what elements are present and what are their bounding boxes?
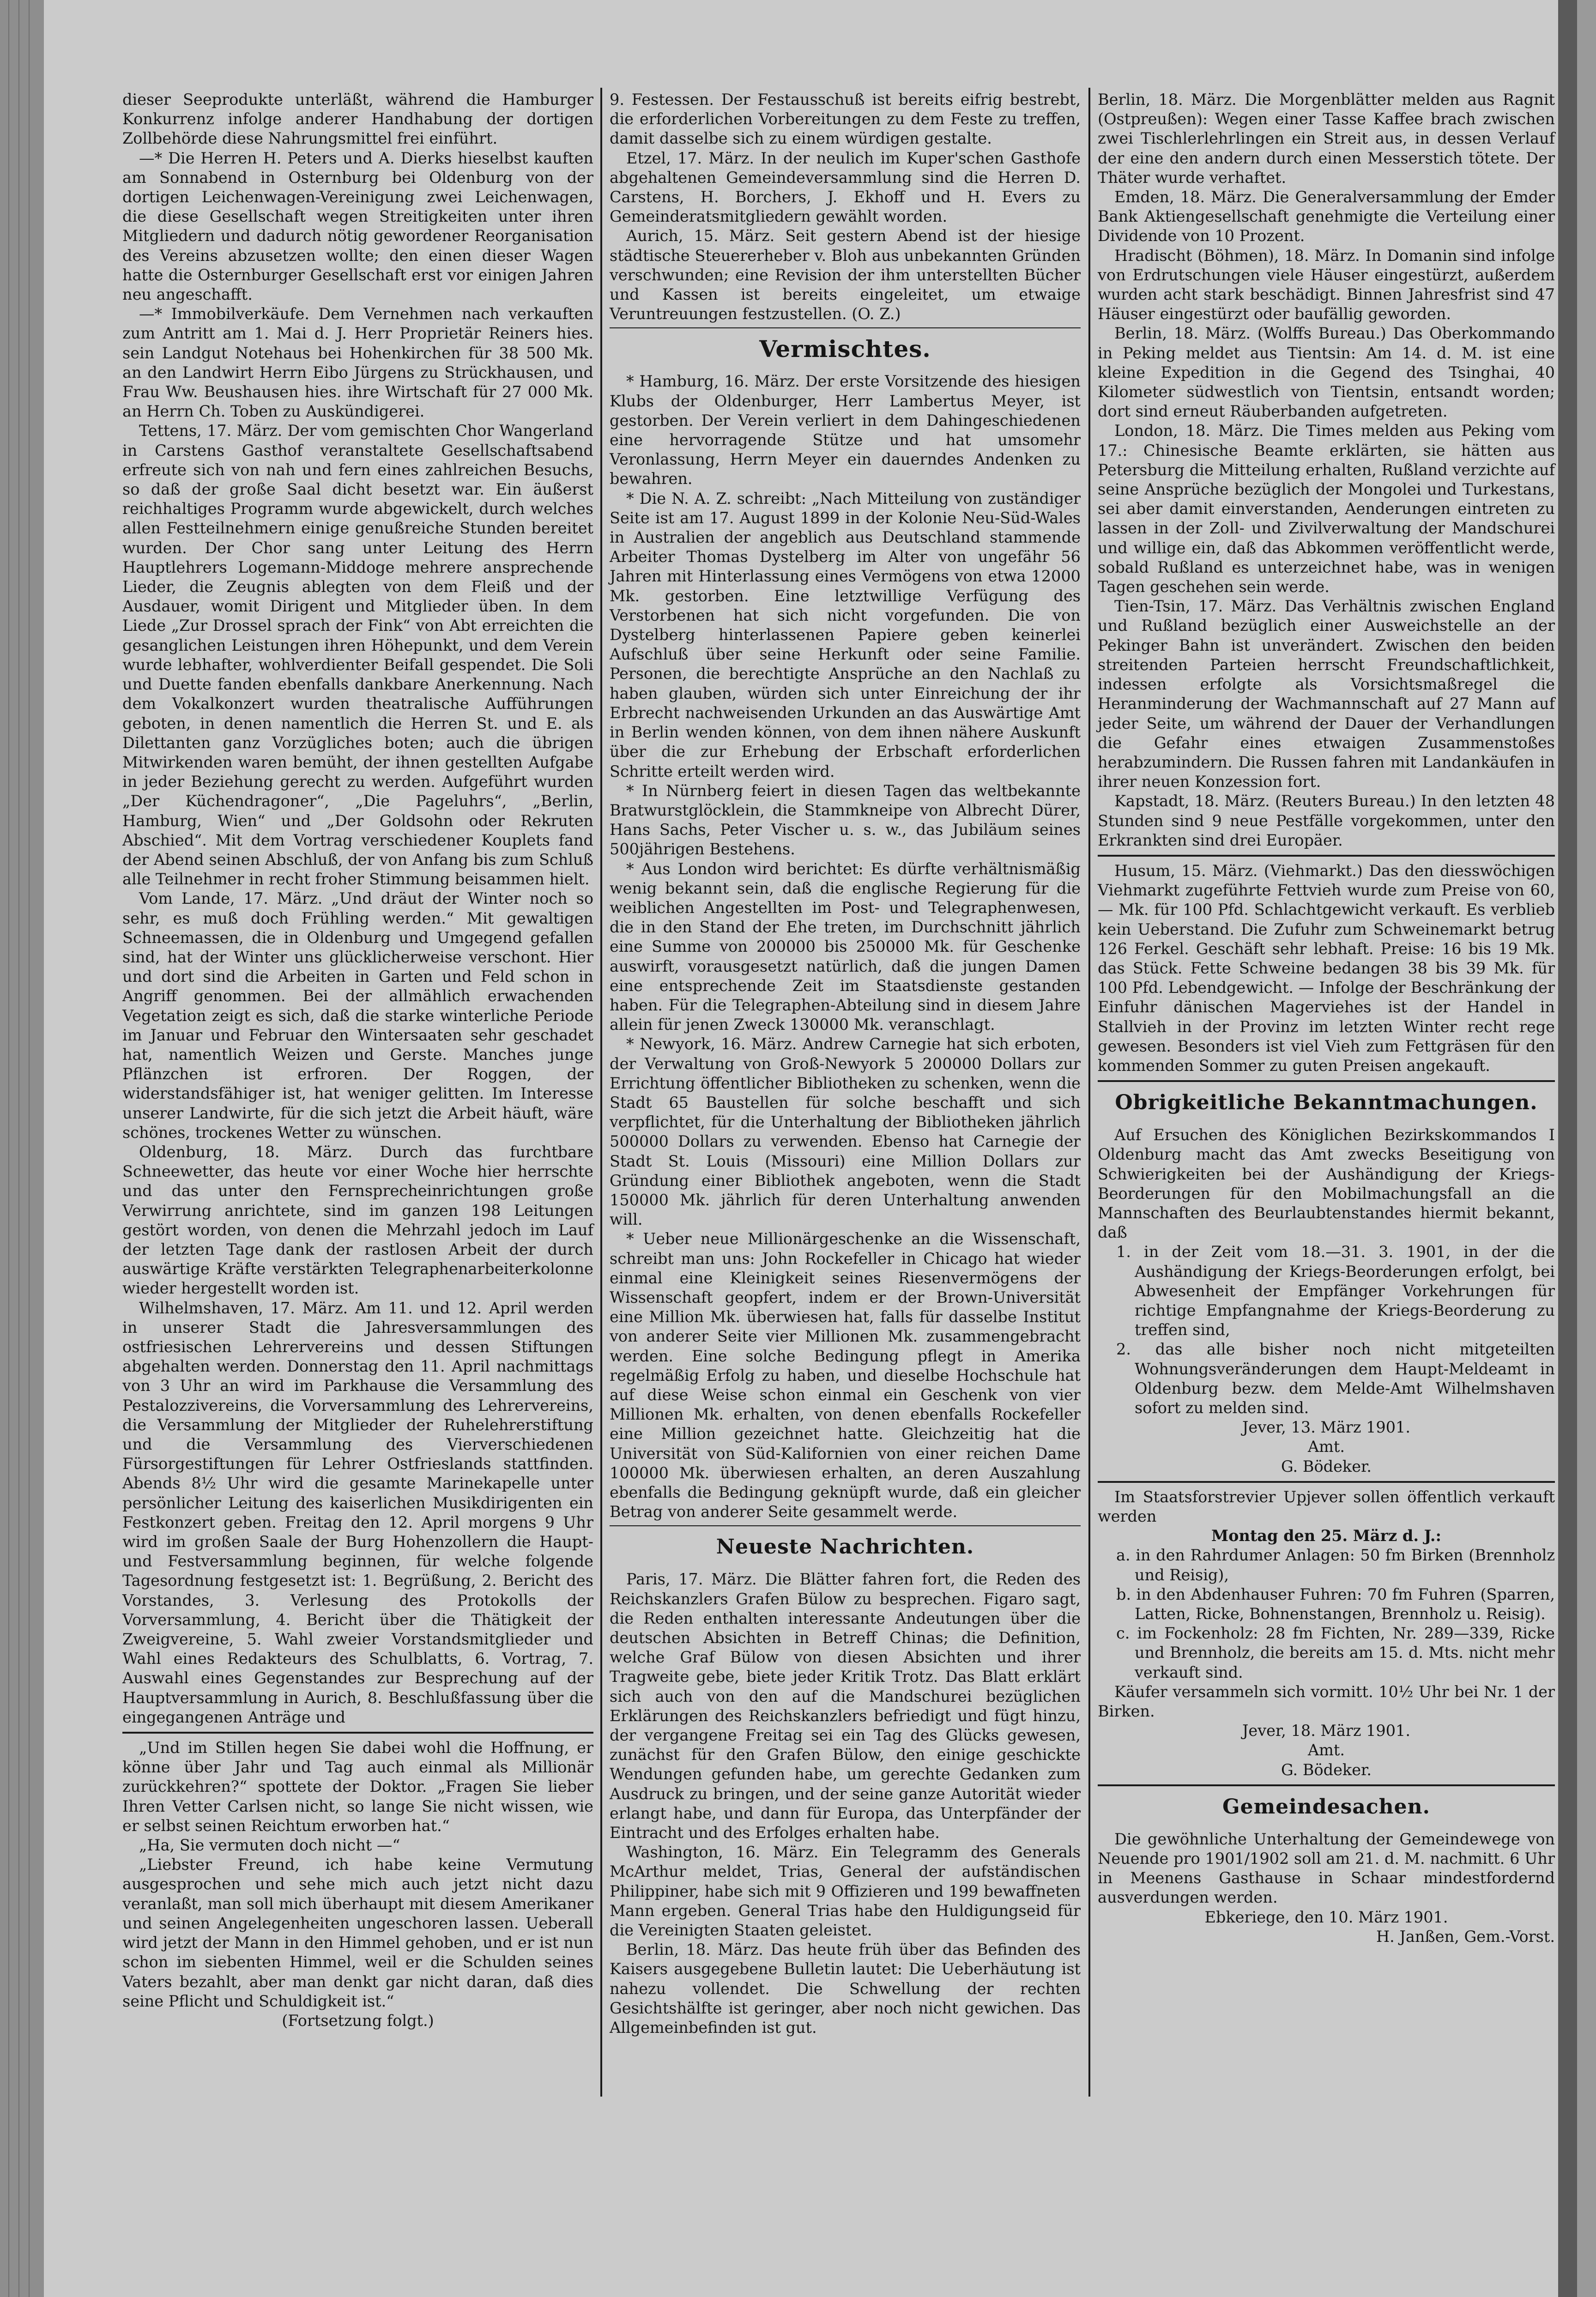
section-divider — [1098, 1080, 1555, 1082]
article: * Hamburg, 16. März. Der erste Vorsitzende des hiesigen Klubs der Oldenburger, Herr Lambertus Meyer, ist gestorben. Der Verein verliert in dem Dahingeschiedenen eine hervorragende Stütze und hat umsomehr Veronlassung, Herrn Meyer ein dauerndes Andenken zu bewahren. — [610, 372, 1081, 488]
market-report: Husum, 15. März. (Viehmarkt.) Das den diesswöchigen Viehmarkt zugeführte Fettvieh wurde zum Preise von 60,— Mk. für 100 Pfd. Schlachtgewicht verkauft. Es verblieb kein Ueberstand. Die Zufuhr zum Schweinemarkt betrug 126 Ferkel. Geschäft sehr lebhaft. Preise: 16 bis 19 Mk. das Stück. Fette Schweine bedangen 38 bis 39 Mk. für 100 Pfd. Lebendgewicht. — Infolge der Beschränkung der Einfuhr dänischen Magerviehes ist der Handel in Stallvieh in der Provinz im letzten Winter recht rege gewesen. Besonders ist viel Vieh zum Fettgräsen für den kommenden Sommer zu guten Preisen angekauft. — [1098, 861, 1555, 1075]
article: Etzel, 17. März. In der neulich im Kuper'schen Gasthofe abgehaltenen Gemeindeversammlung sind die Herren D. Carstens, H. Borchers, J. Ekhoff und H. Evers zu Gemeinderatsmitgliedern gewählt worden. — [610, 149, 1081, 226]
notice-date: Montag den 25. März d. J.: — [1211, 1527, 1441, 1545]
notice-text: Die gewöhnliche Unterhaltung der Gemeindewege von Neuende pro 1901/1902 soll am 21. d. M. nachmitt. 6 Uhr in Meenens Gasthause in Schaar mindestfordernd ausverdungen werden. — [1098, 1830, 1555, 1907]
column-3 — [1098, 90, 1555, 1946]
article: —* Immobilverkäufe. Dem Vernehmen nach verkauften zum Antritt am 1. Mai d. J. Herr Proprietär Reiners hies. sein Landgut Notehaus bei Hohenkirchen für 38 500 Mk. an den Landwirt Herrn Eibo Jürgens zu Strückhausen, und Frau Ww. Beushausen hies. ihre Wirtschaft für 27 000 Mk. an Herrn Ch. Toben zu Auskündigerei. — [122, 305, 593, 421]
notice-text: Im Staatsforstrevier Upjever sollen öffentlich verkauft werden — [1098, 1487, 1555, 1526]
notice-office: Amt. — [1307, 1438, 1345, 1456]
article: Berlin, 18. März. Das heute früh über das Befinden des Kaisers ausgegebene Bulletin lautet: Die Ueberhäutung ist nahezu vollendet. Die Schwellung der rechten Gesichtshälfte ist geringer, aber noch nicht gewichen. Das Allgemeinbefinden ist gut. — [610, 1940, 1081, 2037]
notice-signature: H. Janßen, Gem.-Vorst. — [1376, 1927, 1555, 1946]
article: Washington, 16. März. Ein Telegramm des Generals McArthur meldet, Trias, General der aufständischen Philippiner, habe sich mit 9 Offizieren und 199 bewaffneten Mann ergeben. General Trias habe den Huldigungseid für die Vereinigten Staaten geleistet. — [610, 1843, 1081, 1940]
column-rule — [600, 88, 602, 2097]
article: Tien-Tsin, 17. März. Das Verhältnis zwischen England und Rußland bezüglich einer Ausweichstelle an der Pekinger Bahn ist unverändert. Zwischen den beiden streitenden Parteien herrscht Freundschaftlichkeit, indessen erfolgte als Vorsichtsmaßregel die Heranminderung der Wachmannschaft auf 27 Mann auf jeder Seite, um während der Dauer der Verhandlungen die Gefahr eines etwaigen Zusammenstoßes herabzumindern. Die Russen fahren mit Landankäufen in ihrer neuen Konzession fort. — [1098, 597, 1555, 791]
notice-signature: G. Bödeker. — [1281, 1760, 1372, 1779]
section-divider — [1098, 1481, 1555, 1483]
article: Berlin, 18. März. (Wolffs Bureau.) Das Oberkommando in Peking meldet aus Tientsin: Am 14. d. M. ist eine kleine Expedition in die Gegend des Tsinghai, 40 Kilometer südwestlich von Tientsin, entsandt worden; dort sind erneut Räuberbanden aufgetreten. — [1098, 324, 1555, 421]
section-divider — [1098, 1784, 1555, 1786]
article: Kapstadt, 18. März. (Reuters Bureau.) In den letzten 48 Stunden sind 9 neue Pestfälle vorgekommen, unter den Erkrankten sind drei Europäer. — [1098, 792, 1555, 849]
article: Vom Lande, 17. März. „Und dräut der Winter noch so sehr, es muß doch Frühling werden.“ Mit gewaltigen Schneemassen, die in Oldenburg und Umgegend gefallen sind, hat der Winter uns glücklicherweise verschont. Hier und dort sind die Arbeiten in Garten und Feld schon in Angriff genommen. Bei der allmählich erwachenden Vegetation zeigt es sich, daß die starke winterliche Periode im Januar und Februar den Wintersaaten sehr geschadet hat, namentlich Weizen und Gerste. Manches junge Pflänzchen ist erfroren. Der Roggen, der widerstandsfähiger ist, hat weniger gelitten. Im Interesse unserer Landwirte, für die sich jetzt die Arbeit häuft, wäre schönes, trockenes Wetter zu wünschen. — [122, 889, 593, 1142]
article: —* Die Herren H. Peters und A. Dierks hieselbst kauften am Sonnabend in Osternburg bei Oldenburg von der dortigen Leichenwagen-Vereinigung zwei Leichenwagen, die diese Gesellschaft wegen Streitigkeiten unter ihren Mitgliedern und dadurch nötig gewordener Reorganisation des Vereins abzusetzen wollte; den einen dieser Wagen hatte die Osternburger Gesellschaft erst vor einigen Jahren neu angeschafft. — [122, 149, 593, 304]
article: dieser Seeprodukte unterläßt, während die Hamburger Konkurrenz infolge anderer Handhabung der dortigen Zollbehörde diese Nahrungsmittel frei einführt. — [122, 91, 593, 148]
article: Oldenburg, 18. März. Durch das furchtbare Schneewetter, das heute vor einer Woche hier herrschte und das unter den Fernsprecheinrichtungen große Verwirrung anrichtete, sind im ganzen 198 Leitungen gestört worden, von denen die Mehrzahl jedoch im Lauf der letzten Tage dank der rastlosen Arbeit der durch auswärtige Kräfte verstärkten Telegraphenarbeiterkolonne wieder hergestellt worden ist. — [122, 1142, 593, 1298]
article: * Aus London wird berichtet: Es dürfte verhältnismäßig wenig bekannt sein, daß die englische Regierung für die weiblichen Angestellten im Post- und Telegraphenwesen, die in den Stand der Ehe treten, im Durchschnitt jährlich eine Summe von 200000 bis 250000 Mk. für Geschenke auswirft, vorausgesetzt natürlich, daß die jungen Damen eine entsprechende Zeit im Staatsdienste gestanden haben. Für die Telegraphen-Abteilung sind in diesem Jahre allein für jenen Zweck 130000 Mk. veranschlagt. — [610, 859, 1081, 1034]
notice-item: b. in den Abdenhauser Fuhren: 70 fm Fuhren (Sparren, Latten, Ricke, Bohnenstangen, Brennholz u. Reisig). — [1116, 1585, 1555, 1623]
section-heading-neueste-nachrichten: Neueste Nachrichten. — [716, 1535, 974, 1559]
column-rule — [1088, 88, 1090, 2097]
article: Hradischt (Böhmen), 18. März. In Domanin sind infolge von Erdrutschungen viele Häuser eingestürzt, außerdem wurden acht stark beschädigt. Binnen Jahresfrist sind 47 Häuser eingestürzt oder baufällig geworden. — [1098, 246, 1555, 323]
notice-item: c. im Fockenholz: 28 fm Fichten, Nr. 289—339, Ricke und Brennholz, die bereits am 15. d. Mts. nicht mehr verkauft sind. — [1116, 1624, 1555, 1681]
article: * Ueber neue Millionärgeschenke an die Wissenschaft, schreibt man uns: John Rockefeller in Chicago hat wieder einmal eine Kleinigkeit seines Riesenvermögens der Wissenschaft geopfert, indem er der Brown-Universität eine Million Mk. überwiesen hat, falls für dasselbe Institut von anderer Seite vier Millionen Mk. zusammengebracht werden. Eine solche Bedingung pflegt in Amerika regelmäßig Erfolg zu haben, und dieselbe Hochschule hat auf diese Weise schon einmal ein Geschenk von vier Millionen Mk. erhalten, von denen ebenfalls Rockefeller eine Million gezeichnet hatte. Gleichzeitig hat die Universität von Süd-Kalifornien von einer reichen Dame 100000 Mk. überwiesen erhalten, an deren Auszahlung ebenfalls die Bedingung geknüpft wurde, daß ein gleicher Betrag von anderer Seite gesammelt werde. — [610, 1230, 1081, 1521]
column-2 — [610, 90, 1081, 2037]
serial-novel-text: „Liebster Freund, ich habe keine Vermutung ausgesprochen und sehe mich auch jetzt nicht dazu veranlaßt, man soll mich überhaupt mit diesem Amerikaner und seinen Angelegenheiten ungeschoren lassen. Ueberall wird jetzt der Mann in den Himmel gehoben, und er ist nun schon im siebenten Himmel, weil er die Schulden seines Vaters bezahlt, aber man denkt gar nicht daran, daß dies seine Pflicht und Schuldigkeit ist.“ — [122, 1856, 593, 2010]
article: Wilhelmshaven, 17. März. Am 11. und 12. April werden in unserer Stadt die Jahresversammlungen des ostfriesischen Lehrervereins und dessen Stiftungen abgehalten werden. Donnerstag den 11. April nachmittags von 3 Uhr an wird im Parkhause die Versammlung des Pestalozzivereins, die Vorversammlung des Lehrervereins, die Versammlung der Mitglieder der Ruhelehrerstiftung und die Versammlung des Vierverschiedenen Fürsorgestiftungen für Lehrer Ostfrieslands stattfinden. Abends 8½ Uhr wird die gesamte Marinekapelle unter persönlicher Leitung des kaiserlichen Musikdirigenten ein Festkonzert geben. Freitag den 12. April morgens 9 Uhr wird im großen Saale der Burg Hohenzollern die Haupt- und Festversammlung beginnen, für welche folgende Tagesordnung festgesetzt ist: 1. Begrüßung, 2. Bericht des Vorstandes, 3. Verlesung des Protokolls der Vorversammlung, 4. Bericht über die Thätigkeit der Zweigvereine, 5. Wahl zweier Vorstandsmitglieder und Wahl eines Redakteurs des Schulblatts, 6. Vortrag, 7. Auswahl eines Gegenstandes zur Besprechung auf der Hauptversammlung in Aurich, 8. Beschlußfassung über die eingegangenen Anträge und — [122, 1299, 593, 1726]
notices-heading: Obrigkeitliche Bekanntmachungen. — [1115, 1091, 1538, 1115]
notice-place-date: Ebkeriege, den 10. März 1901. — [1204, 1908, 1448, 1926]
article: Paris, 17. März. Die Blätter fahren fort, die Reden des Reichskanzlers Grafen Bülow zu besprechen. Figaro sagt, die Reden enthalten interessante Andeutungen über die deutschen Absichten in Betreff Chinas; die Definition, welche Graf Bülow von diesen Absichten und ihrer Tragweite gebe, biete jeder Kritik Trotz. Das Blatt erklärt sich auch von den auf die Mandschurei bezüglichen Erklärungen des Reichskanzlers befriedigt und fügt hinzu, der vergangene Freitag sei ein Tag des Glücks gewesen, zunächst für den Grafen Bülow, den einige geschickte Wendungen gefunden habe, um gerechte Gedanken zum Ausdruck zu bringen, und der seine ganze Autorität wieder erlangt habe, und dann für Europa, das Unterpfänder der Eintracht und des Erfolges erhalten habe. — [610, 1570, 1081, 1842]
newspaper-page — [44, 0, 1577, 2297]
section-divider — [610, 1525, 1081, 1526]
book-binding — [0, 0, 44, 2297]
article: * In Nürnberg feiert in diesen Tagen das weltbekannte Bratwurstglöcklein, die Stammkneipe von Albrecht Dürer, Hans Sachs, Peter Vischer u. s. w., das Jubiläum seines 500jährigen Bestehens. — [610, 781, 1081, 858]
notice-item: 2. das alle bisher noch nicht mitgeteilten Wohnungsveränderungen dem Haupt-Meldeamt in Oldenburg bezw. dem Melde-Amt Wilhelmshaven sofort zu melden sind. — [1116, 1340, 1555, 1417]
notice-item: a. in den Rahrdumer Anlagen: 50 fm Birken (Brennholz und Reisig), — [1116, 1546, 1555, 1584]
serial-novel-text: „Und im Stillen hegen Sie dabei wohl die Hoffnung, er könne über Jahr und Tag auch einmal als Millionär zurückkehren?“ spottete der Doktor. „Fragen Sie lieber Ihren Vetter Carlsen nicht, so lange Sie nicht wissen, wie er selbst seinen Reichtum erworben hat.“ — [122, 1739, 593, 1835]
notice-item: 1. in der Zeit vom 18.—31. 3. 1901, in der die Aushändigung der Kriegs-Beorderungen erfolgt, bei Abwesenheit der Empfänger Vorkehrungen für richtige Empfangnahme der Kriegs-Beorderung zu treffen sind, — [1116, 1243, 1555, 1339]
article: Berlin, 18. März. Die Morgenblätter melden aus Ragnit (Ostpreußen): Wegen einer Tasse Kaffee brach zwischen zwei Tischlerlehrlingen ein Streit aus, in dessen Verlauf der eine den andern durch einen Messerstich tötete. Der Thäter wurde verhaftet. — [1098, 91, 1555, 187]
notice-office: Amt. — [1307, 1741, 1345, 1759]
section-divider — [122, 1732, 593, 1734]
article: * Die N. A. Z. schreibt: „Nach Mitteilung von zuständiger Seite ist am 17. August 1899 in der Kolonie Neu-Süd-Wales in Australien der angeblich aus Deutschland stammende Arbeiter Thomas Dystelberg im Alter von ungefähr 56 Jahren mit Hinterlassung eines Vermögens von etwa 12000 Mk. gestorben. Eine letztwillige Verfügung des Verstorbenen hat sich nicht vorgefunden. Die von Dystelberg hinterlassenen Papiere geben keinerlei Aufschluß über seine Herkunft oder seine Familie. Personen, die berechtigte Ansprüche an den Nachlaß zu haben glauben, würden sich unter Einreichung der ihr Erbrecht nachweisenden Urkunden an das Auswärtige Amt in Berlin wenden können, von dem ihnen nähere Auskunft über die zur Erhebung der Erbschaft erforderlichen Schritte erteilt werden wird. — [610, 489, 1081, 780]
article: 9. Festessen. Der Festausschuß ist bereits eifrig bestrebt, die erforderlichen Vorbereitungen zu dem Feste zu treffen, damit dasselbe sich zu einem würdigen gestalte. — [610, 91, 1081, 148]
article: Aurich, 15. März. Seit gestern Abend ist der hiesige städtische Steuererheber v. Bloh aus unbekannten Gründen verschwunden; eine Revision der ihm unterstellten Bücher und Kassen ist bereits eingeleitet, um etwaige Veruntreuungen festzustellen. (O. Z.) — [610, 227, 1081, 323]
notices-heading: Gemeindesachen. — [1222, 1795, 1430, 1819]
column-1 — [122, 90, 593, 2031]
notice-place-date: Jever, 18. März 1901. — [1242, 1722, 1411, 1740]
article: London, 18. März. Die Times melden aus Peking vom 17.: Chinesische Beamte erklärten, sie hätten aus Petersburg die Mitteilung erhalten, Rußland verzichte auf seine Ansprüche bezüglich der Mongolei und Turkestans, sei aber damit einverstanden, Aenderungen eintreten zu lassen in der Zoll- und Zivilverwaltung der Mandschurei und willige ein, daß das Abkommen veröffentlicht werde, sobald Rußland es unterzeichnet habe, was in wenigen Tagen geschehen sein werde. — [1098, 422, 1555, 596]
article: * Newyork, 16. März. Andrew Carnegie hat sich erboten, der Verwaltung von Groß-Newyork 5 200000 Dollars zur Errichtung öffentlicher Bibliotheken zu schenken, wenn die Stadt 65 Baustellen für solche beschafft und sich verpflichtet, für die Unterhaltung der Bibliotheken jährlich 500000 Dollars zu verwenden. Ebenso hat Carnegie der Stadt St. Louis (Missouri) eine Million Dollars zur Gründung einer Bibliothek angeboten, wenn die Stadt 150000 Mk. jährlich für deren Unterhaltung anwenden will. — [610, 1035, 1081, 1229]
notice-text: Käufer versammeln sich vormitt. 10½ Uhr bei Nr. 1 der Birken. — [1098, 1682, 1555, 1721]
notice-signature: G. Bödeker. — [1281, 1457, 1372, 1475]
notice-text: Auf Ersuchen des Königlichen Bezirkskommandos I Oldenburg macht das Amt zwecks Beseitigung von Schwierigkeiten bei der Aushändigung der Kriegs-Beorderungen für den Mobilmachungsfall an die Mannschaften des Beurlaubtenstandes hiermit bekannt, daß — [1098, 1126, 1555, 1242]
section-divider — [610, 327, 1081, 328]
section-divider — [1098, 855, 1555, 857]
section-heading-vermischtes: Vermischtes. — [759, 335, 931, 363]
continued-note: (Fortsetzung folgt.) — [282, 2011, 434, 2030]
article: Emden, 18. März. Die Generalversammlung der Emder Bank Aktiengesellschaft genehmigte die Verteilung einer Dividende von 10 Prozent. — [1098, 188, 1555, 245]
article: Tettens, 17. März. Der vom gemischten Chor Wangerland in Carstens Gasthof veranstaltete Gesellschaftsabend erfreute sich von nah und fern eines zahlreichen Besuchs, so daß der große Saal dicht besetzt war. Ein äußerst reichhaltiges Programm wurde abgewickelt, durch welches allen Festteilnehmern einige genußreiche Stunden bereitet wurden. Der Chor sang unter Leitung des Herrn Hauptlehrers Logemann-Middoge mehrere ansprechende Lieder, die Zeugnis ablegten von dem Fleiß und der Ausdauer, womit Dirigent und Mitglieder üben. In dem Liede „Zur Drossel sprach der Fink“ von Abt erreichten die gesanglichen Leistungen ihren Höhepunkt, und dem Verein wurde lebhafter, wohlverdienter Beifall gespendet. Die Soli und Duette fanden ebenfalls dankbare Anerkennung. Nach dem Vokalkonzert wurden theatralische Aufführungen geboten, in denen namentlich die Herren St. und E. als Dilettanten ganz Vorzügliches boten; auch die übrigen Mitwirkenden waren bemüht, der ihnen gestellten Aufgabe in jeder Beziehung gerecht zu werden. Aufgeführt wurden „Der Küchendragoner“, „Die Pageluhrs“, „Berlin, Hamburg, Wien“ und „Der Goldsohn oder Rekruten Abschied“. Mit dem Vortrag verschiedener Kouplets fand der Abend seinen Abschluß, der von Anfang bis zum Schluß alle Teilnehmer in recht froher Stimmung beisammen hielt. — [122, 422, 593, 889]
serial-novel-text: „Ha, Sie vermuten doch nicht —“ — [139, 1836, 400, 1855]
notice-place-date: Jever, 13. März 1901. — [1242, 1418, 1411, 1437]
page-edge — [1558, 0, 1577, 2297]
